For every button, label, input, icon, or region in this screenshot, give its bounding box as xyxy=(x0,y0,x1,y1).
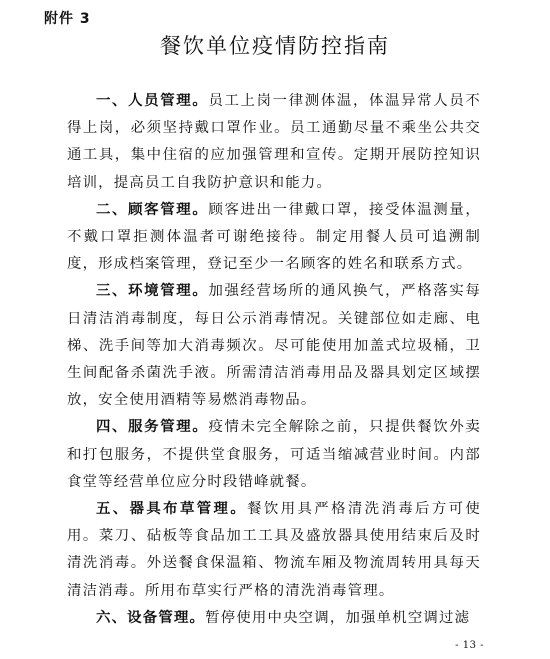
section-personnel xyxy=(67,88,481,197)
section-heading: 一、人员管理。 xyxy=(96,93,209,109)
section-text: 顾客进出一律戴口罩，接受体温测量，不戴口罩拒测体温者可谢绝接待。制定用餐人员可追溯制度，形成档案管理，登记至少一名顾客的姓名和联系方式。 xyxy=(67,201,482,273)
section-heading: 六、设备管理。 xyxy=(96,609,206,626)
section-text: 员工上岗一律测体温，体温异常人员不得上岗，必须坚持戴口罩作业。员工通勤尽量不乘坐公共交通工具，集中住宿的应加强管理和宣传。定期开展防控知识培训，提高员工自我防护意识和能力。 xyxy=(67,93,482,191)
section-heading: 四、服务管理。 xyxy=(96,419,209,436)
section-service xyxy=(67,414,481,496)
section-text: 疫情未完全解除之前，只提供餐饮外卖和打包服务，不提供堂食服务，可适当缩减营业时间。内部食堂等经营单位应分时段错峰就餐。 xyxy=(67,419,482,490)
section-equipment xyxy=(67,605,481,632)
section-utensils xyxy=(67,496,481,605)
page-number: - 13 - xyxy=(455,640,484,651)
section-heading: 二、顾客管理。 xyxy=(96,201,209,218)
section-text: 暂停使用中央空调，加强单机空调过滤 xyxy=(205,609,471,626)
attachment-label: 附件 3 xyxy=(44,11,91,27)
document-body xyxy=(67,88,481,632)
section-environment xyxy=(67,278,481,414)
document-title: 餐饮单位疫情防控指南 xyxy=(160,34,390,58)
section-text: 加强经营场所的通风换气，严格落实每日清洁消毒制度，每日公示消毒情况。关键部位如走廊、电梯、洗手间等加大消毒频次。尽可能使用加盖式垃圾桶，卫生间配备杀菌洗手液。所需清洁消毒用品及器具划定区域摆放，安全使用酒精等易燃消毒物品。 xyxy=(67,283,482,409)
section-customer xyxy=(67,197,481,279)
section-text: 餐饮用具严格清洗消毒后方可使用。菜刀、砧板等食品加工工具及盛放器具使用结束后及时清洗消毒。外送餐食保温箱、物流车厢及物流周转用具每天清洁消毒。所用布草实行严格的清洗消毒管理。 xyxy=(67,501,481,599)
section-heading: 三、环境管理。 xyxy=(96,283,209,300)
section-heading: 五、器具布草管理。 xyxy=(96,501,248,518)
